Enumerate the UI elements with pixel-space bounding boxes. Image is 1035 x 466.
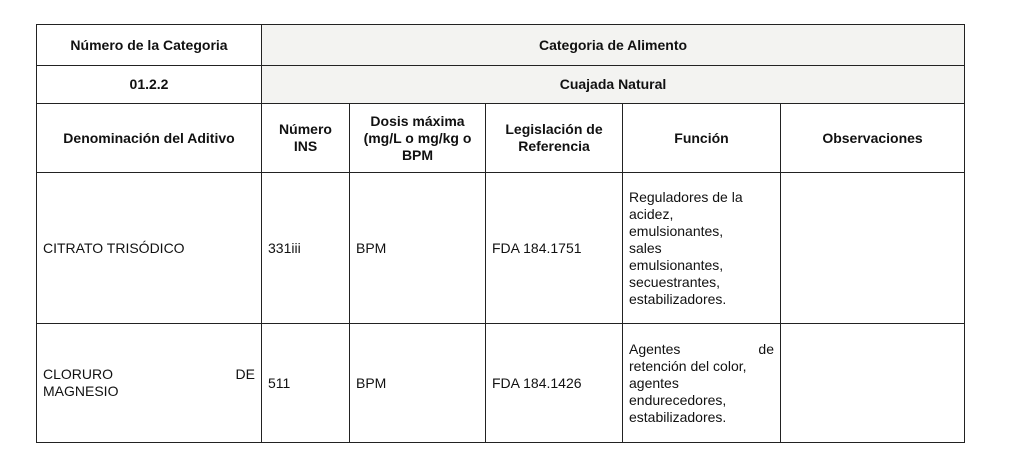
header-row-values — [37, 66, 965, 104]
additive-line: MAGNESIO — [43, 383, 119, 399]
function-line: endurecedores, — [629, 391, 727, 408]
legislation-cell: FDA 184.1426 — [486, 324, 623, 443]
col-observations-header: Observaciones — [781, 104, 965, 173]
column-header-row — [37, 104, 965, 173]
additive-line: CLORURO DE — [43, 366, 255, 382]
legislation-cell: FDA 184.1751 — [486, 173, 623, 324]
function-line: estabilizadores. — [629, 290, 727, 307]
col-function-header: Función — [623, 104, 781, 173]
table-row — [37, 324, 965, 443]
food-category-value: Cuajada Natural — [262, 66, 965, 104]
function-line: secuestrantes, — [629, 273, 721, 290]
col-ins-header: Número INS — [262, 104, 350, 173]
category-number-value: 01.2.2 — [37, 66, 262, 104]
function-line: Reguladores de la — [629, 188, 743, 205]
additive-cell: CITRATO TRISÓDICO — [37, 173, 262, 324]
max-dose-cell: BPM — [350, 324, 486, 443]
function-line: estabilizadores. — [629, 408, 727, 425]
max-dose-cell: BPM — [350, 173, 486, 324]
observations-cell — [781, 173, 965, 324]
col-legislation-header: Legislación de Referencia — [486, 104, 623, 173]
function-line: retención del color, — [629, 357, 747, 374]
function-line: emulsionantes, — [629, 256, 724, 273]
observations-cell — [781, 324, 965, 443]
function-cell — [623, 173, 781, 324]
category-number-label: Número de la Categoria — [37, 25, 262, 66]
function-line: acidez, — [629, 205, 674, 222]
function-line: Agentes de — [629, 340, 774, 357]
function-line: emulsionantes, — [629, 222, 724, 239]
function-line: agentes — [629, 374, 679, 391]
table-row — [37, 173, 965, 324]
function-line: sales — [629, 239, 662, 256]
ins-cell: 331iii — [262, 173, 350, 324]
food-category-label: Categoria de Alimento — [262, 25, 965, 66]
additives-table — [36, 24, 965, 443]
col-additive-header: Denominación del Aditivo — [37, 104, 262, 173]
function-cell — [623, 324, 781, 443]
ins-cell: 511 — [262, 324, 350, 443]
additive-cell — [37, 324, 262, 443]
header-row-category — [37, 25, 965, 66]
col-max-dose-header: Dosis máxima (mg/L o mg/kg o BPM — [350, 104, 486, 173]
